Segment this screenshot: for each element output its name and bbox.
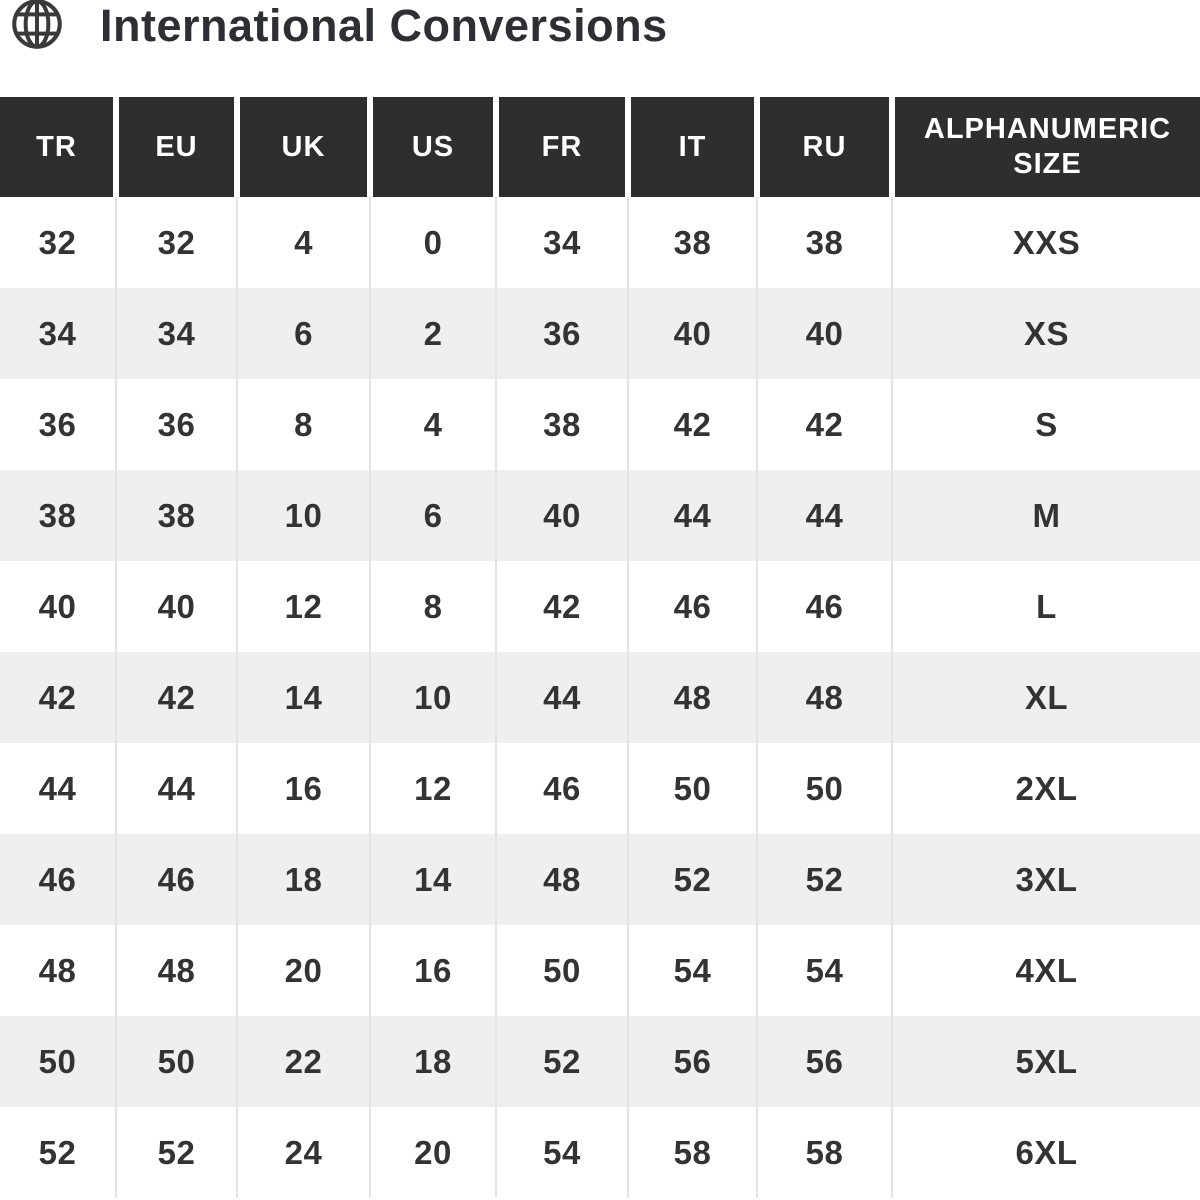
column-header-alphanumeric-size: ALPHANUMERIC SIZE <box>892 97 1200 197</box>
cell-us: 18 <box>370 1016 496 1107</box>
cell-uk: 10 <box>237 470 370 561</box>
cell-ru: 46 <box>757 561 892 652</box>
cell-ru: 54 <box>757 925 892 1016</box>
cell-it: 42 <box>628 379 757 470</box>
cell-tr: 36 <box>38 405 77 443</box>
cell-us: 2 <box>370 288 496 379</box>
table-row <box>0 197 1200 288</box>
cell-tr: 34 <box>38 314 77 352</box>
cell-alphanumeric-size: S <box>892 379 1200 470</box>
cell-uk: 16 <box>237 743 370 834</box>
cell-tr: 38 <box>38 496 77 534</box>
cell-fr: 52 <box>496 1016 628 1107</box>
cell-alphanumeric-size: XXS <box>892 197 1200 288</box>
cell-uk: 14 <box>237 652 370 743</box>
cell-alphanumeric-size: 5XL <box>892 1016 1200 1107</box>
cell-uk: 6 <box>237 288 370 379</box>
cell-fr: 54 <box>496 1107 628 1198</box>
cell-tr: 44 <box>38 769 77 807</box>
cell-fr: 42 <box>496 561 628 652</box>
cell-uk: 24 <box>237 1107 370 1198</box>
cell-it: 54 <box>628 925 757 1016</box>
table-row <box>0 470 1200 561</box>
table-row <box>0 925 1200 1016</box>
cell-alphanumeric-size: 2XL <box>892 743 1200 834</box>
cell-ru: 44 <box>757 470 892 561</box>
cell-uk: 8 <box>237 379 370 470</box>
cell-fr: 40 <box>496 470 628 561</box>
cell-alphanumeric-size: 4XL <box>892 925 1200 1016</box>
table-row <box>0 834 1200 925</box>
title-bar <box>0 0 1200 97</box>
cell-uk: 22 <box>237 1016 370 1107</box>
cell-tr: 46 <box>38 860 77 898</box>
cell-alphanumeric-size: XS <box>892 288 1200 379</box>
cell-tr: 52 <box>38 1133 77 1171</box>
cell-fr: 38 <box>496 379 628 470</box>
cell-ru: 38 <box>757 197 892 288</box>
cell-eu: 48 <box>116 925 237 1016</box>
cell-it: 56 <box>628 1016 757 1107</box>
cell-uk: 20 <box>237 925 370 1016</box>
cell-ru: 56 <box>757 1016 892 1107</box>
table-row <box>0 1107 1200 1198</box>
cell-fr: 48 <box>496 834 628 925</box>
cell-fr: 34 <box>496 197 628 288</box>
column-header-fr: FR <box>496 97 628 197</box>
table-row <box>0 743 1200 834</box>
cell-eu: 52 <box>116 1107 237 1198</box>
cell-ru: 42 <box>757 379 892 470</box>
cell-it: 48 <box>628 652 757 743</box>
cell-tr: 48 <box>38 951 77 989</box>
cell-eu: 40 <box>116 561 237 652</box>
cell-alphanumeric-size: 3XL <box>892 834 1200 925</box>
globe-icon <box>9 0 65 52</box>
cell-it: 50 <box>628 743 757 834</box>
cell-uk: 4 <box>237 197 370 288</box>
table-row <box>0 561 1200 652</box>
cell-us: 6 <box>370 470 496 561</box>
cell-ru: 40 <box>757 288 892 379</box>
cell-us: 10 <box>370 652 496 743</box>
conversion-table <box>0 97 1200 1198</box>
cell-alphanumeric-size: L <box>892 561 1200 652</box>
cell-alphanumeric-size: M <box>892 470 1200 561</box>
cell-fr: 44 <box>496 652 628 743</box>
page-title: International Conversions <box>100 0 668 51</box>
table-body <box>0 197 1200 1198</box>
cell-it: 38 <box>628 197 757 288</box>
cell-us: 20 <box>370 1107 496 1198</box>
table-row <box>0 379 1200 470</box>
cell-it: 44 <box>628 470 757 561</box>
cell-eu: 38 <box>116 470 237 561</box>
table-row <box>0 652 1200 743</box>
column-header-uk: UK <box>237 97 370 197</box>
cell-ru: 48 <box>757 652 892 743</box>
cell-ru: 50 <box>757 743 892 834</box>
cell-eu: 44 <box>116 743 237 834</box>
cell-eu: 46 <box>116 834 237 925</box>
cell-eu: 34 <box>116 288 237 379</box>
header-row <box>0 97 1200 197</box>
table-row <box>0 288 1200 379</box>
cell-us: 0 <box>370 197 496 288</box>
cell-tr: 40 <box>38 587 77 625</box>
cell-us: 12 <box>370 743 496 834</box>
cell-us: 8 <box>370 561 496 652</box>
cell-us: 14 <box>370 834 496 925</box>
cell-ru: 58 <box>757 1107 892 1198</box>
cell-tr: 50 <box>38 1042 77 1080</box>
cell-it: 58 <box>628 1107 757 1198</box>
cell-us: 4 <box>370 379 496 470</box>
cell-us: 16 <box>370 925 496 1016</box>
cell-alphanumeric-size: 6XL <box>892 1107 1200 1198</box>
cell-fr: 50 <box>496 925 628 1016</box>
cell-eu: 50 <box>116 1016 237 1107</box>
cell-eu: 42 <box>116 652 237 743</box>
column-header-it: IT <box>628 97 757 197</box>
cell-fr: 36 <box>496 288 628 379</box>
column-header-us: US <box>370 97 496 197</box>
cell-it: 40 <box>628 288 757 379</box>
cell-uk: 18 <box>237 834 370 925</box>
table-header <box>0 97 1200 197</box>
column-header-tr: TR <box>0 97 116 197</box>
table-row <box>0 1016 1200 1107</box>
cell-alphanumeric-size: XL <box>892 652 1200 743</box>
cell-fr: 46 <box>496 743 628 834</box>
cell-it: 46 <box>628 561 757 652</box>
cell-tr: 42 <box>38 678 77 716</box>
cell-it: 52 <box>628 834 757 925</box>
cell-eu: 32 <box>116 197 237 288</box>
column-header-ru: RU <box>757 97 892 197</box>
column-header-eu: EU <box>116 97 237 197</box>
cell-eu: 36 <box>116 379 237 470</box>
cell-uk: 12 <box>237 561 370 652</box>
cell-ru: 52 <box>757 834 892 925</box>
cell-tr: 32 <box>38 223 77 261</box>
